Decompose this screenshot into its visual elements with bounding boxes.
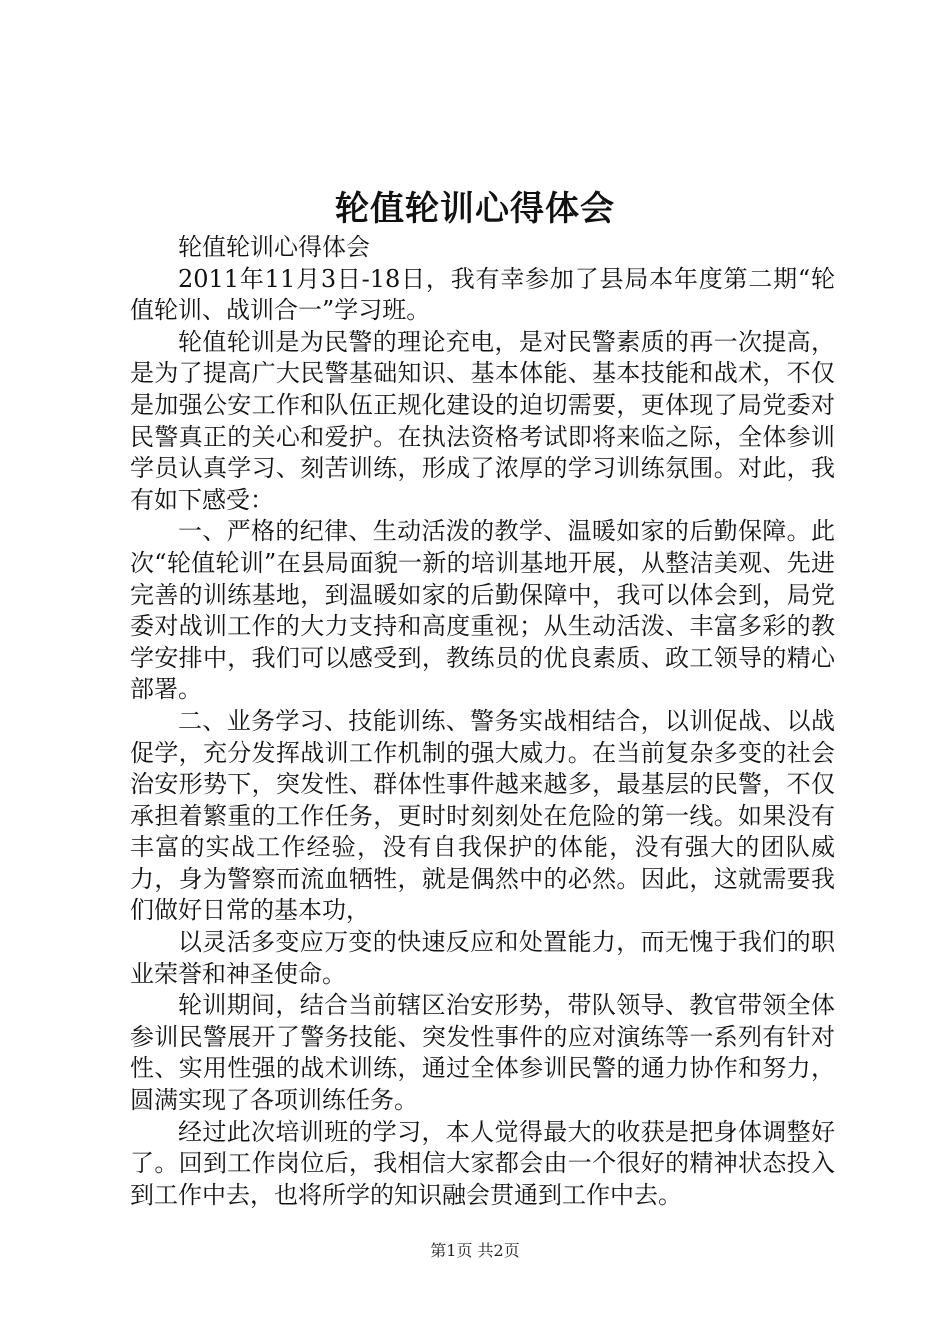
paragraph-point-two: 二、业务学习、技能训练、警务实战相结合，以训促战、以战促学，充分发挥战训工作机制的强大威力。在当前复杂多变的社会治安形势下，突发性、群体性事件越来越多，最基层的民警，不仅承担着繁重的工作任务，更时时刻刻处在危险的第一线。如果没有丰富的实战工作经验，没有自我保护的体能，没有强大的团队威力，身为警察而流血牺牲，就是偶然中的必然。因此，这就需要我们做好日常的基本功， xyxy=(130,706,835,925)
page-footer: 第1页 共2页 xyxy=(430,1241,520,1260)
paragraph-subtitle: 轮值轮训心得体会 xyxy=(178,233,370,261)
paragraph-point-one: 一、严格的纪律、生动活泼的教学、温暖如家的后勤保障。此次“轮值轮训”在县局面貌一新的培训基地开展，从整洁美观、先进完善的训练基地，到温暖如家的后勤保障中，我可以体会到，局党委对战训工作的大力支持和高度重视；从生动活泼、丰富多彩的教学安排中，我们可以感受到，教练员的优良素质、政工领导的精心部署。 xyxy=(130,517,835,704)
paragraph-conclusion: 经过此次培训班的学习，本人觉得最大的收获是把身体调整好了。回到工作岗位后，我相信大家都会由一个很好的精神状态投入到工作中去，也将所学的知识融会贯通到工作中去。 xyxy=(130,1117,835,1209)
paragraph-training-period: 轮训期间，结合当前辖区治安形势，带队领导、教官带领全体参训民警展开了警务技能、突发性事件的应对演练等一系列有针对性、实用性强的战术训练，通过全体参训民警的通力协作和努力，圆满实现了各项训练任务。 xyxy=(130,991,835,1115)
paragraph-intro: 2011年11月3日-18日，我有幸参加了县局本年度第二期“轮值轮训、战训合一”学习班。 xyxy=(130,264,835,325)
paragraph-overview: 轮值轮训是为民警的理论充电，是对民警素质的再一次提高，是为了提高广大民警基础知识、基本体能、基本技能和战术，不仅是加强公安工作和队伍正规化建设的迫切需要，更体现了局党委对民警真正的关心和爱护。在执法资格考试即将来临之际，全体参训学员认真学习、刻苦训练，形成了浓厚的学习训练氛围。对此，我有如下感受： xyxy=(130,327,835,514)
document-title: 轮值轮训心得体会 xyxy=(335,189,615,229)
document-body xyxy=(130,232,835,1211)
paragraph-continuation: 以灵活多变应万变的快速反应和处置能力，而无愧于我们的职业荣誉和神圣使命。 xyxy=(130,928,835,988)
